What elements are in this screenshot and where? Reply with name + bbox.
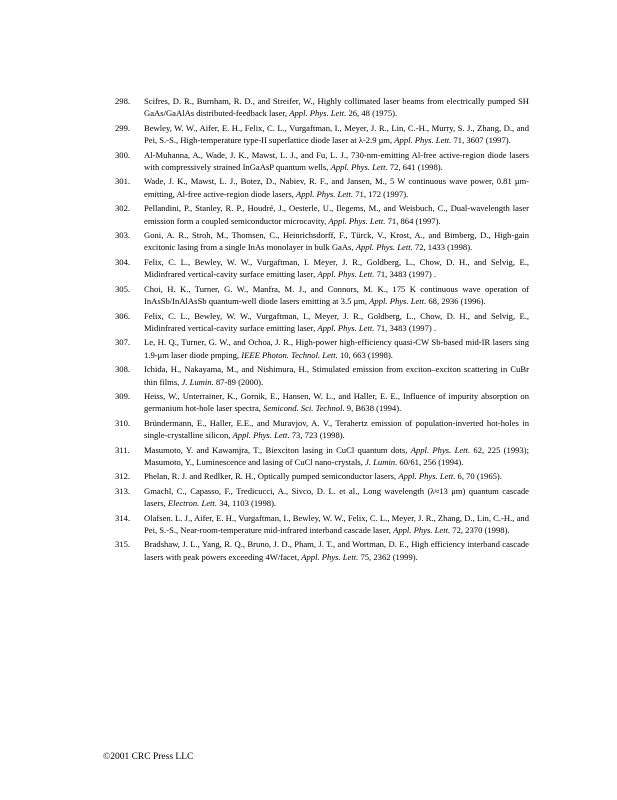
reference-number: 302. — [115, 203, 131, 214]
journal-name: Semicond. Sci. Technol. — [263, 403, 345, 414]
reference-number: 299. — [115, 122, 131, 133]
reference-number: 301. — [115, 176, 131, 187]
reference-text — [144, 95, 529, 120]
reference-item — [103, 283, 529, 308]
reference-text — [144, 538, 529, 563]
reference-item — [103, 336, 529, 361]
reference-segment: 71, 172 (1997). — [353, 188, 409, 199]
reference-text — [144, 175, 529, 200]
reference-text — [144, 202, 529, 227]
reference-item — [103, 202, 529, 227]
reference-segment: Phelan, R. J. and Redlker, R. H., Optically pumped semiconductor lasers, — [144, 471, 399, 482]
reference-segment: 73, 723 (1998). — [289, 430, 345, 441]
reference-text — [144, 444, 529, 469]
reference-segment: 34, 1103 (1998). — [216, 498, 277, 509]
journal-name: Appl. Phys. Lett. — [398, 471, 456, 482]
reference-text — [144, 417, 529, 442]
copyright-footer: ©2001 CRC Press LLC — [103, 752, 194, 762]
reference-segment: 10, 663 (1998). — [337, 349, 393, 360]
reference-segment: 75, 2362 (1999). — [358, 551, 418, 562]
reference-number: 310. — [115, 417, 131, 428]
reference-item — [103, 390, 529, 415]
journal-name: Appl. Phys. Lett. — [328, 215, 386, 226]
reference-number: 312. — [115, 471, 131, 482]
reference-list — [103, 95, 529, 565]
reference-item — [103, 485, 529, 510]
journal-name: Appl. Phys. Lett. — [355, 242, 413, 253]
reference-segment: Olafsen. L. J., Aifer, E. H., Vurgaftman, I., Bewley, W. W., Felix, C. L., Meyer, J. R., Zhang, D., Lin, C.-H., and Pei, S.-S., Near-room-temperature mid-infrared interband cascade laser, — [144, 512, 529, 535]
journal-name: Appl. Phys. Lett. — [301, 551, 359, 562]
reference-text — [144, 485, 529, 510]
reference-item — [103, 363, 529, 388]
reference-number: 309. — [115, 390, 131, 401]
journal-name: Appl. Phys. Lett. — [330, 162, 388, 173]
reference-segment: Choi, H. K., Turner, G. W., Manfra, M. J., and Connors, M. K., 175 K continuous wave operation of InAsSb/InAlAsSb quantum-well diode lasers emitting at 3.5 μm, — [144, 283, 529, 307]
reference-text — [144, 470, 529, 482]
reference-item — [103, 512, 529, 537]
reference-item — [103, 149, 529, 174]
reference-segment: 71, 3483 (1997) . — [374, 269, 437, 280]
reference-segment: 9, B638 (1994). — [344, 403, 402, 414]
reference-item — [103, 417, 529, 442]
reference-segment: Scifres, D. R., Burnham, R. D., and Streifer, W., Highly collimated laser beams from electrically pumped SH GaAs/GaAlAs distributed-feedback laser, — [144, 96, 529, 119]
reference-number: 308. — [115, 364, 131, 375]
reference-text — [144, 336, 529, 361]
reference-item — [103, 310, 529, 335]
journal-name: Appl. Phys. Lett. — [296, 188, 354, 199]
reference-segment: 72, 641 (1998). — [387, 162, 443, 173]
reference-segment: 60/61, 256 (1994). — [397, 456, 464, 467]
journal-name: Appl. Phys. Lett. — [289, 108, 347, 119]
reference-segment: Le, H. Q., Turner, G. W., and Ochoa, J. R., High-power high-efficiency quasi-CW Sb-based mid-IR lasers sing 1.9-μm laser diode pmping, — [144, 337, 529, 360]
reference-item — [103, 229, 529, 254]
reference-segment: Bründermann, E., Haller, E.E., and Muravjov, A. V., Terahertz emission of population-inverted hot-holes in single-crystalline silicon, — [144, 417, 529, 441]
reference-number: 298. — [115, 96, 131, 106]
reference-number: 305. — [115, 283, 131, 294]
reference-segment: 6, 70 (1965). — [455, 471, 502, 482]
reference-segment: Al-Muhanna, A., Wade, J. K., Mawst, L. J., and Fu, L. J., 730-nm-emitting Al-free active-region diode lasers with compressively strained InGaAsP quantum wells, — [144, 149, 529, 173]
reference-text — [144, 283, 529, 308]
reference-text — [144, 310, 529, 335]
journal-name: Appl. Phys. Lett. — [317, 322, 375, 333]
reference-text — [144, 122, 529, 147]
reference-segment: 68, 2936 (1996). — [426, 296, 486, 307]
reference-number: 315. — [115, 539, 131, 550]
reference-segment: 72, 2370 (1998). — [450, 525, 510, 535]
reference-item — [103, 538, 529, 563]
reference-number: 313. — [115, 485, 131, 496]
reference-segment: 71, 864 (1997). — [385, 215, 441, 226]
reference-item — [103, 122, 529, 147]
reference-number: 314. — [115, 512, 131, 523]
reference-segment: Heiss, W., Unterrainer, K., Gornik, E., Hansen, W. L., and Haller, E. E., Influence of impurity absorption on germanium hot-hole laser spectra, — [144, 390, 529, 414]
reference-item — [103, 95, 529, 120]
journal-name: Appl. Phys. Lett. — [394, 135, 452, 146]
reference-segment: Felix, C. L., Bewley, W. W., Vurgaftman, I., Meyer, J. R., Goldberg, L., Chow, D. H., and Selvig, E., Midinfrared vertical-cavity surface emitting laser, — [144, 310, 529, 333]
reference-text — [144, 390, 529, 415]
reference-segment: 62, 225 (1993); Masumoto, Y., Luminescence and lasing of CuCl nano-crystals, — [144, 444, 529, 467]
reference-segment: Bradshaw, J. L., Yang, R. Q., Bruno, J. D., Pham, J. T., and Wortman, D. E., High efficiency interband cascade lasers with peak powers exceeding 4W/facet, — [144, 539, 529, 562]
reference-text — [144, 229, 529, 254]
reference-number: 306. — [115, 310, 131, 321]
reference-segment: Masumoto, Y. and Kawamjra, T., Biexciton lasing in CuCl quantum dots, — [144, 444, 411, 455]
reference-segment: Gmachl, C., Capasso, F., Tredicucci, A., Sivco, D. L. et al., Long wavelength (λ≈13 μm) quantum cascade lasers, — [144, 485, 529, 509]
reference-segment: 71, 3483 (1997) . — [374, 322, 437, 333]
reference-segment: Goni, A. R., Stroh, M., Thomsen, C., Heinrichsdorff, F., Türck, V., Krost, A., and Bimberg, D., High-gain excitonic lasing from a single InAs monolayer in bulk GaAs, — [144, 230, 529, 253]
reference-segment: 26, 48 (1975). — [346, 108, 398, 119]
reference-number: 307. — [115, 337, 131, 348]
reference-number: 303. — [115, 230, 131, 241]
journal-name: Appl. Phys. Lett. — [317, 269, 375, 280]
reference-segment: 87-89 (2000). — [213, 376, 264, 387]
reference-segment: 71, 3607 (1997). — [451, 135, 511, 146]
journal-name: IEEE Photon. Technol. Lett. — [241, 349, 338, 360]
reference-number: 300. — [115, 149, 131, 160]
reference-item — [103, 470, 529, 482]
reference-text — [144, 512, 529, 537]
reference-segment: Pellandini, P., Stanley, R. P., Houdré, J., Oesterle, U., Ilegems, M., and Weisbuch, C., Dual-wavelength laser emission form a coupled semiconductor microcavity, — [144, 203, 529, 226]
journal-name: J. Lumin. — [365, 456, 398, 467]
journal-name: J. Lumin. — [181, 376, 214, 387]
reference-text — [144, 256, 529, 281]
reference-segment: Wade, J. K., Mawst, L. J., Botez, D., Nabiev, R. F., and Jansen, M., 5 W continuous wave power, 0.81 μm-emitting, Al-free active-region diode lasers, — [144, 176, 529, 199]
reference-item — [103, 444, 529, 469]
reference-segment: 72, 1433 (1998). — [412, 242, 473, 253]
reference-number: 311. — [115, 444, 130, 455]
journal-name: Appl. Phys. Lett. — [410, 444, 471, 455]
journal-name: Appl. Phys. Lett. — [369, 296, 427, 307]
journal-name: Appl. Phys. Lett. — [232, 430, 290, 441]
reference-segment: Bewley, W. W., Aifer, E. H., Felix, C. L., Vurgaftman, I., Meyer, J. R., Lin, C.-H., Murry, S. J., Zhang, D., and Pei, S.-S., High-temperature type-II superlattice diode laser at λ-2.9 μm, — [144, 122, 529, 146]
reference-item — [103, 175, 529, 200]
reference-item — [103, 256, 529, 281]
reference-text — [144, 363, 529, 388]
reference-segment: Felix, C. L., Bewley, W. W., Vurgaftman, I. Meyer, J. R., Goldberg, L., Chow, D. H., and Selvig, E., Midinfrared vertical-cavity surface emitting laser, — [144, 256, 529, 280]
journal-name: Appl. Phys. Lett. — [393, 525, 451, 535]
reference-text — [144, 149, 529, 174]
journal-name: Electron. Lett. — [167, 498, 217, 509]
reference-number: 304. — [115, 256, 131, 267]
reference-segment: Ichida, H., Nakayama, M., and Nishimura, H., Stimulated emission from exciton–exciton scattering in CuBr thin films, — [144, 364, 529, 387]
